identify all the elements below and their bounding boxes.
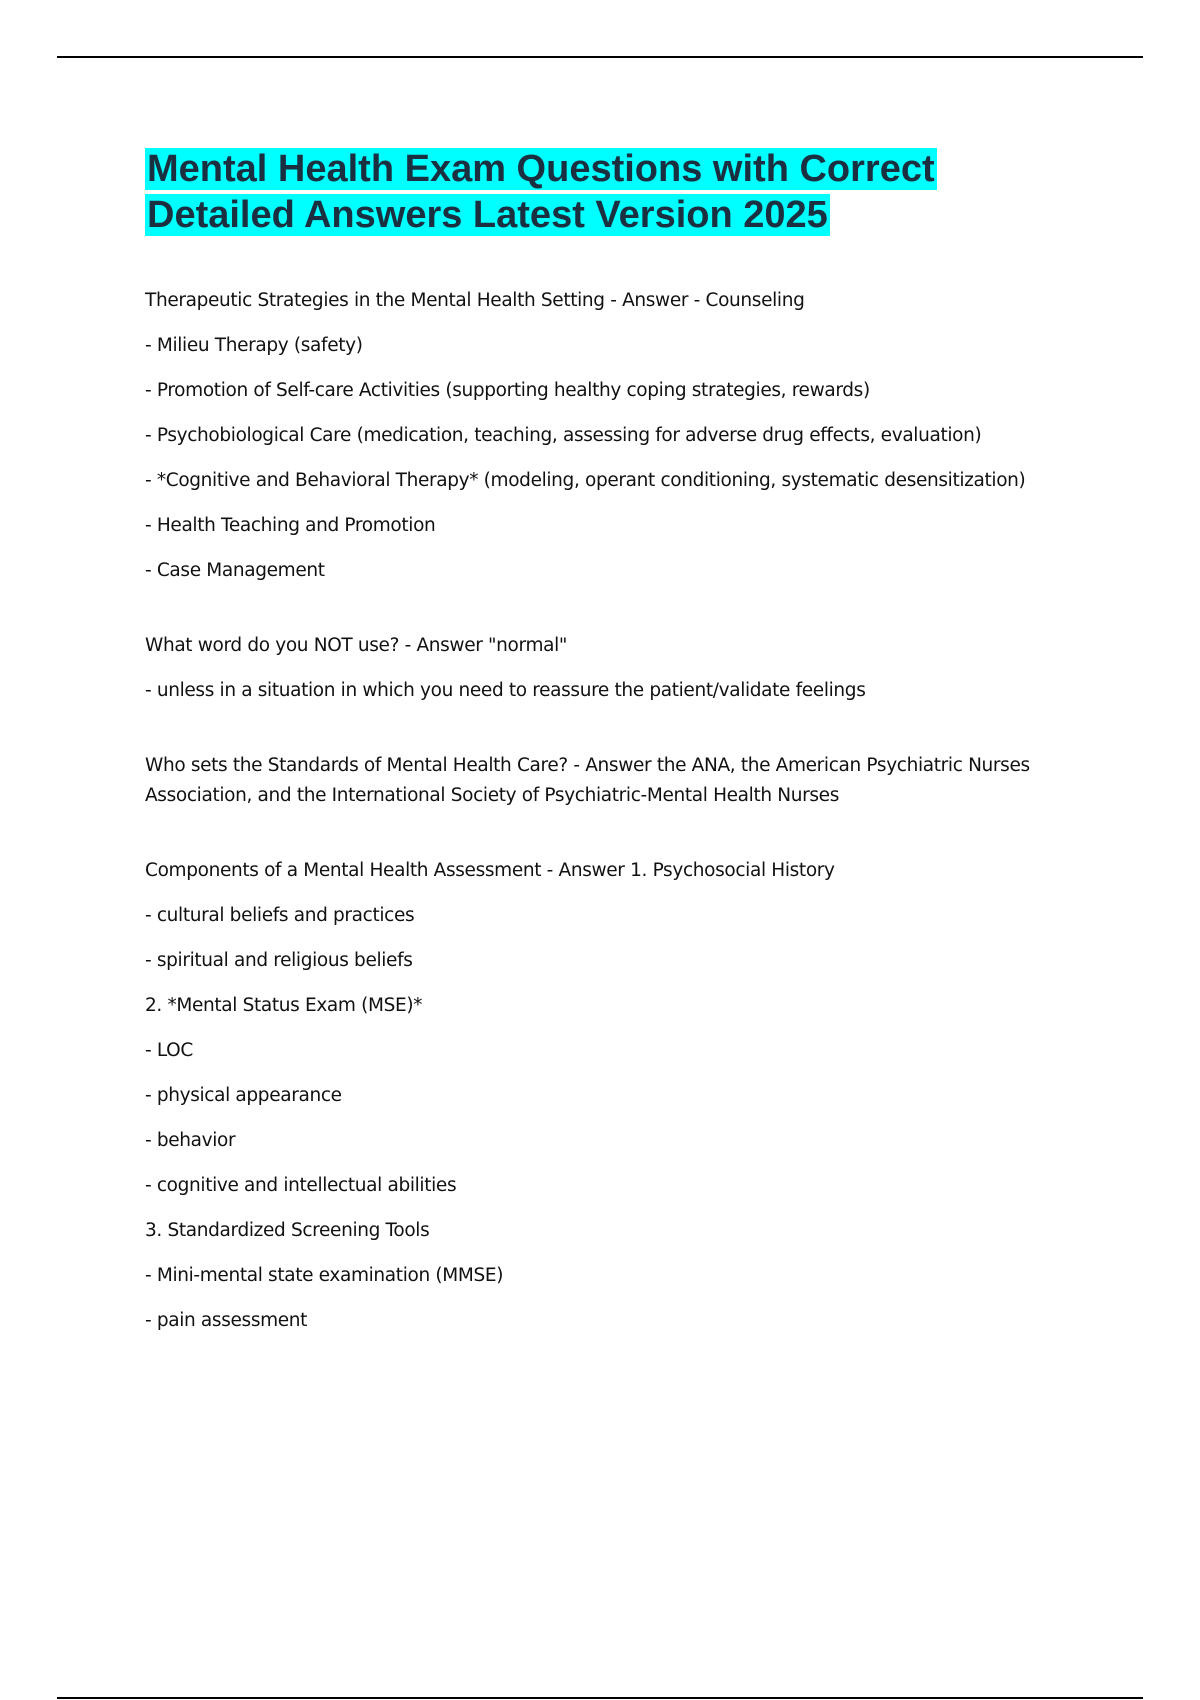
answer-line: - pain assessment: [145, 1310, 308, 1331]
answer-line: - Promotion of Self-care Activities (supporting healthy coping strategies, rewards): [145, 380, 870, 401]
answer-line: - *Cognitive and Behavioral Therapy* (modeling, operant conditioning, systematic desensitization): [145, 470, 1026, 491]
qa-standards-of-care: [145, 751, 1075, 811]
qa-assessment-components: [145, 856, 1075, 1336]
answer-line: - cultural beliefs and practices: [145, 905, 415, 926]
answer-line: - physical appearance: [145, 1085, 342, 1106]
document-content: [145, 286, 1075, 1336]
question-line: Therapeutic Strategies in the Mental Health Setting - Answer - Counseling: [145, 290, 805, 311]
answer-line: - Health Teaching and Promotion: [145, 515, 436, 536]
answer-line: - Case Management: [145, 560, 325, 581]
answer-line: - Milieu Therapy (safety): [145, 335, 363, 356]
document-page: [145, 146, 1075, 1381]
answer-line: - LOC: [145, 1040, 193, 1061]
question-line: Who sets the Standards of Mental Health Care? - Answer the ANA, the American Psychiatric Nurses Association, and the International Society of Psychiatric-Mental Health Nurses: [145, 755, 1030, 806]
question-line: Components of a Mental Health Assessment - Answer 1. Psychosocial History: [145, 860, 835, 881]
answer-line: - spiritual and religious beliefs: [145, 950, 413, 971]
qa-therapeutic-strategies: [145, 286, 1075, 586]
question-line: What word do you NOT use? - Answer "normal": [145, 635, 568, 656]
title-line-1: Mental Health Exam Questions with Correct: [147, 148, 935, 190]
top-rule: [57, 56, 1143, 58]
document-title: [145, 146, 1075, 238]
answer-line: - unless in a situation in which you need to reassure the patient/validate feelings: [145, 680, 866, 701]
qa-word-not-to-use: [145, 631, 1075, 706]
answer-line: - cognitive and intellectual abilities: [145, 1175, 457, 1196]
answer-line: - Psychobiological Care (medication, teaching, assessing for adverse drug effects, evaluation): [145, 425, 982, 446]
answer-line: - behavior: [145, 1130, 236, 1151]
bottom-rule: [57, 1697, 1143, 1699]
answer-line: 3. Standardized Screening Tools: [145, 1220, 430, 1241]
answer-line: - Mini-mental state examination (MMSE): [145, 1265, 504, 1286]
answer-line: 2. *Mental Status Exam (MSE)*: [145, 995, 423, 1016]
title-line-2: Detailed Answers Latest Version 2025: [147, 194, 828, 236]
